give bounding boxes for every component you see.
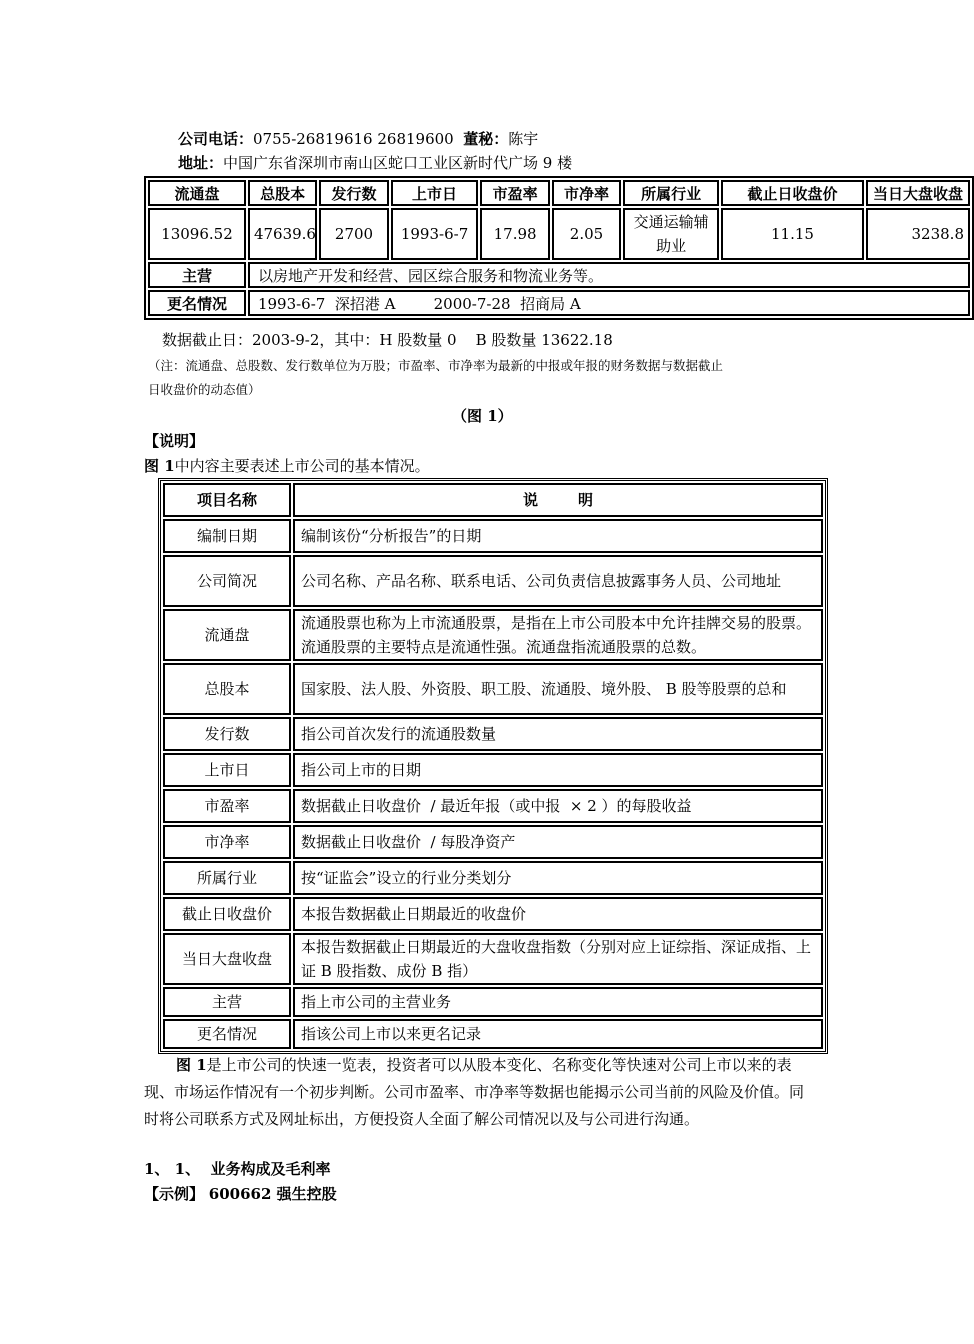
main-business-value: 以房地产开发和经营、园区综合服务和物流业务等。 [248,262,970,288]
explain-header-item: 项目名称 [163,483,291,517]
rename-label: 更名情况 [148,290,246,316]
table-row [163,519,823,553]
summary-value-cell: 2.05 [552,208,621,260]
explain-header-desc: 说明 [293,483,823,517]
summary-value-cell: 2700 [319,208,388,260]
summary-value-cell: 11.15 [721,208,864,260]
summary-rename-row [148,290,970,316]
example-value: 600662 强生控股 [208,1185,337,1203]
closing-text: 是上市公司的快速一览表，投资者可以从股本变化、名称变化等快速对公司上市以来的表现、市场运作情况有一个初步判断。公司市盈率、市净率等数据也能揭示公司当前的风险及价值。同时将公司联系方式及网址标出，方便投资人全面了解公司情况以及与公司进行沟通。 [144,1056,805,1128]
summary-header-cell: 截止日收盘价 [721,180,864,206]
company-address-line [178,152,572,173]
summary-value-cell: 3238.8 [866,208,970,260]
table-row [163,861,823,895]
explain-item: 流通盘 [163,609,291,661]
table-row [163,933,823,985]
phone-value: 0755-26819616 26819600 [253,130,454,148]
secretary-value: 陈宇 [508,130,539,148]
summary-value-cell: 1993-6-7 [391,208,479,260]
data-date-note: 数据截止日：2003-9-2，其中：H 股数量 0 B 股数量 13622.18 [162,331,613,349]
closing-figure-ref: 图 1 [176,1056,207,1074]
table-row [163,609,823,661]
explain-desc: 按“证监会”设立的行业分类划分 [293,861,823,895]
closing-paragraph [144,1052,814,1133]
example-line [144,1183,337,1204]
summary-header-cell: 所属行业 [623,180,719,206]
summary-value-cell: 17.98 [480,208,549,260]
rename-value: 1993-6-7 深招港 A 2000-7-28 招商局 A [248,290,970,316]
summary-value-cell: 交通运输辅助业 [623,208,719,260]
explain-intro [144,455,430,476]
table-row [163,555,823,607]
summary-header-cell: 市盈率 [480,180,549,206]
summary-value-row [148,208,970,260]
explain-desc: 编制该份“分析报告”的日期 [293,519,823,553]
explain-desc: 指公司上市的日期 [293,753,823,787]
explain-desc: 本报告数据截止日期最近的收盘价 [293,897,823,931]
summary-header-row [148,180,970,206]
summary-header-cell: 总股本 [248,180,317,206]
explain-item: 当日大盘收盘 [163,933,291,985]
summary-header-cell: 发行数 [319,180,388,206]
explain-desc: 数据截止日收盘价 / 每股净资产 [293,825,823,859]
footnote-line-1: （注：流通盘、总股数、发行数单位为万股；市盈率、市净率为最新的中报或年报的财务数据与数据截止 [148,358,724,373]
summary-header-cell: 流通盘 [148,180,246,206]
summary-header-cell: 上市日 [391,180,479,206]
explain-item: 发行数 [163,717,291,751]
table-row [163,825,823,859]
explain-item: 市盈率 [163,789,291,823]
explain-desc: 流通股票也称为上市流通股票，是指在上市公司股本中允许挂牌交易的股票。流通股票的主要特点是流通性强。流通盘指流通股票的总数。 [293,609,823,661]
address-label: 地址： [178,154,224,172]
summary-value-cell: 47639.6 [248,208,317,260]
table-row [163,987,823,1017]
address-value: 中国广东省深圳市南山区蛇口工业区新时代广场 9 楼 [223,154,573,172]
summary-value-cell: 13096.52 [148,208,246,260]
summary-main-row [148,262,970,288]
table-row [163,753,823,787]
table-row [163,1019,823,1049]
footnote-line-2: 日收盘价的动态值） [148,382,261,397]
table-row [163,717,823,751]
phone-label: 公司电话： [178,130,254,148]
explain-intro-figure-ref: 图 1 [144,457,175,475]
explain-item: 所属行业 [163,861,291,895]
figure-caption: （图 1） [452,407,513,425]
explain-item: 公司简况 [163,555,291,607]
explain-desc: 国家股、法人股、外资股、职工股、流通股、境外股、 B 股等股票的总和 [293,663,823,715]
table-row [163,789,823,823]
explain-item: 市净率 [163,825,291,859]
explain-desc: 指公司首次发行的流通股数量 [293,717,823,751]
table-row [163,663,823,715]
explain-intro-text: 中内容主要表述上市公司的基本情况。 [174,457,430,475]
explain-desc: 数据截止日收盘价 / 最近年报（或中报 × 2 ）的每股收益 [293,789,823,823]
summary-header-cell: 市净率 [552,180,621,206]
explain-item: 主营 [163,987,291,1017]
explain-desc: 公司名称、产品名称、联系电话、公司负责信息披露事务人员、公司地址 [293,555,823,607]
explain-item: 上市日 [163,753,291,787]
main-business-label: 主营 [148,262,246,288]
explain-item: 截止日收盘价 [163,897,291,931]
section-heading: 1、 1、 业务构成及毛利率 [144,1160,331,1178]
table-row [163,897,823,931]
explain-heading: 【说明】 [144,432,205,450]
explanation-table [158,478,828,1054]
explain-item: 更名情况 [163,1019,291,1049]
summary-table [144,176,974,320]
example-label: 【示例】 [144,1185,205,1203]
explain-header-row [163,483,823,517]
secretary-label: 董秘： [463,130,509,148]
explain-item: 总股本 [163,663,291,715]
explain-desc: 指该公司上市以来更名记录 [293,1019,823,1049]
explain-item: 编制日期 [163,519,291,553]
summary-header-cell: 当日大盘收盘 [866,180,970,206]
explain-desc: 指上市公司的主营业务 [293,987,823,1017]
company-phone-line [178,128,538,149]
explain-desc: 本报告数据截止日期最近的大盘收盘指数（分别对应上证综指、深证成指、上证 B 股指数、成份 B 指） [293,933,823,985]
